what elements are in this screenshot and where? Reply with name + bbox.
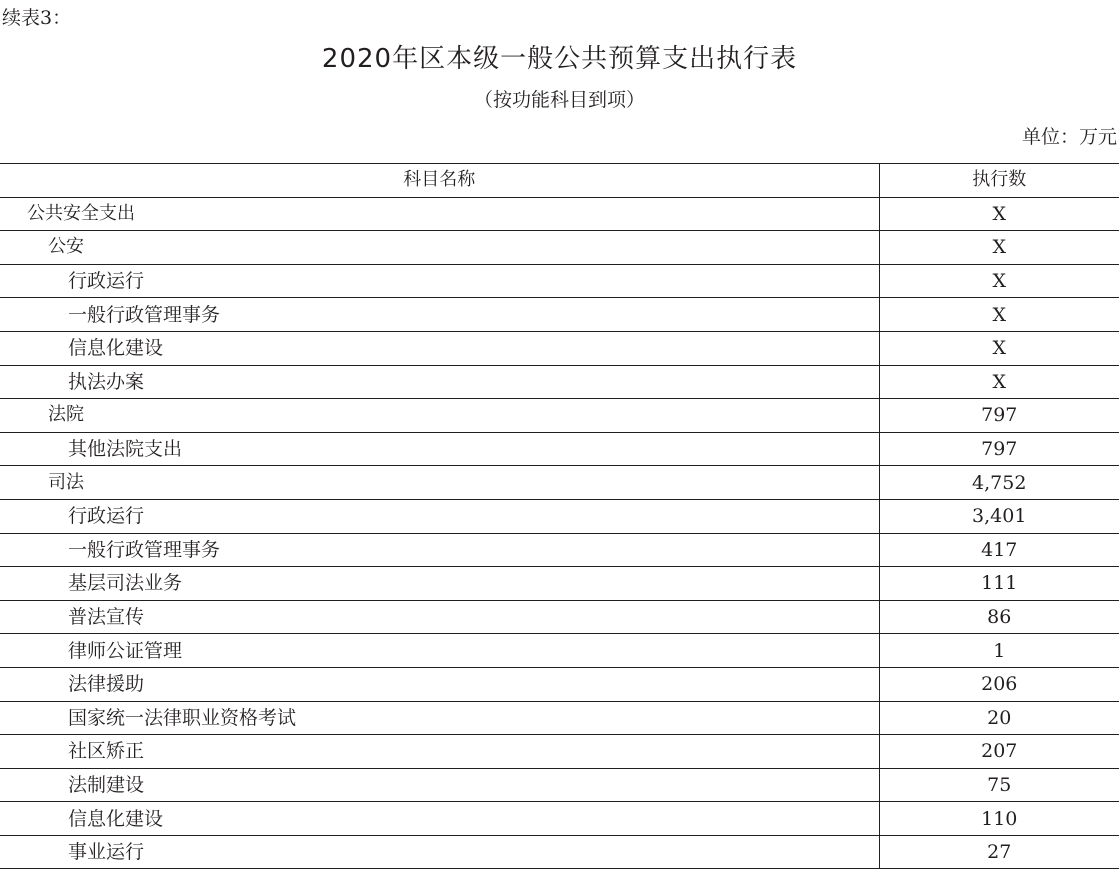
row-subject-name: 公共安全支出 bbox=[0, 197, 879, 231]
row-subject-name: 其他法院支出 bbox=[0, 432, 879, 466]
row-subject-name: 信息化建设 bbox=[0, 802, 879, 836]
row-subject-name: 行政运行 bbox=[0, 499, 879, 533]
row-amount: X bbox=[879, 264, 1119, 298]
table-row bbox=[0, 735, 1119, 769]
row-subject-name: 法律援助 bbox=[0, 667, 879, 701]
continued-table-note: 续表3： bbox=[2, 7, 72, 29]
table-row bbox=[0, 197, 1119, 231]
row-amount: X bbox=[879, 197, 1119, 231]
row-amount: 110 bbox=[879, 802, 1119, 836]
table-row bbox=[0, 667, 1119, 701]
table-row bbox=[0, 231, 1119, 265]
table-row bbox=[0, 399, 1119, 433]
table-row bbox=[0, 264, 1119, 298]
table-row bbox=[0, 432, 1119, 466]
row-amount: 206 bbox=[879, 667, 1119, 701]
row-amount: 20 bbox=[879, 701, 1119, 735]
row-subject-name: 律师公证管理 bbox=[0, 634, 879, 668]
table-row bbox=[0, 835, 1119, 869]
row-subject-name: 司法 bbox=[0, 466, 879, 500]
row-amount: 3,401 bbox=[879, 499, 1119, 533]
table-row bbox=[0, 298, 1119, 332]
row-amount: 207 bbox=[879, 735, 1119, 769]
table-header-row bbox=[0, 164, 1119, 198]
row-subject-name: 法制建设 bbox=[0, 768, 879, 802]
table-row bbox=[0, 567, 1119, 601]
row-subject-name: 信息化建设 bbox=[0, 331, 879, 365]
column-header-subject: 科目名称 bbox=[0, 164, 879, 198]
row-subject-name: 行政运行 bbox=[0, 264, 879, 298]
row-subject-name: 一般行政管理事务 bbox=[0, 533, 879, 567]
expenditure-table bbox=[0, 163, 1119, 869]
table-row bbox=[0, 768, 1119, 802]
table-row bbox=[0, 466, 1119, 500]
column-header-amount: 执行数 bbox=[879, 164, 1119, 198]
row-subject-name: 执法办案 bbox=[0, 365, 879, 399]
row-amount: 1 bbox=[879, 634, 1119, 668]
row-amount: 86 bbox=[879, 600, 1119, 634]
row-amount: 75 bbox=[879, 768, 1119, 802]
row-amount: 417 bbox=[879, 533, 1119, 567]
table-row bbox=[0, 365, 1119, 399]
row-amount: 111 bbox=[879, 567, 1119, 601]
table-row bbox=[0, 533, 1119, 567]
row-amount: 797 bbox=[879, 432, 1119, 466]
row-amount: X bbox=[879, 365, 1119, 399]
row-amount: 4,752 bbox=[879, 466, 1119, 500]
table-row bbox=[0, 634, 1119, 668]
row-amount: X bbox=[879, 298, 1119, 332]
page-subtitle: （按功能科目到项） bbox=[473, 89, 645, 111]
row-subject-name: 公安 bbox=[0, 231, 879, 265]
table-row bbox=[0, 499, 1119, 533]
row-subject-name: 国家统一法律职业资格考试 bbox=[0, 701, 879, 735]
table-row bbox=[0, 701, 1119, 735]
table-row bbox=[0, 331, 1119, 365]
row-subject-name: 一般行政管理事务 bbox=[0, 298, 879, 332]
row-amount: 797 bbox=[879, 399, 1119, 433]
unit-label: 单位：万元 bbox=[1021, 126, 1117, 148]
table-row bbox=[0, 600, 1119, 634]
table-row bbox=[0, 802, 1119, 836]
row-subject-name: 社区矫正 bbox=[0, 735, 879, 769]
row-amount: X bbox=[879, 331, 1119, 365]
table-body bbox=[0, 164, 1119, 869]
row-subject-name: 事业运行 bbox=[0, 835, 879, 869]
row-subject-name: 法院 bbox=[0, 399, 879, 433]
row-amount: 27 bbox=[879, 835, 1119, 869]
row-subject-name: 基层司法业务 bbox=[0, 567, 879, 601]
row-amount: X bbox=[879, 231, 1119, 265]
row-subject-name: 普法宣传 bbox=[0, 600, 879, 634]
page-title: 2020年区本级一般公共预算支出执行表 bbox=[321, 44, 798, 74]
